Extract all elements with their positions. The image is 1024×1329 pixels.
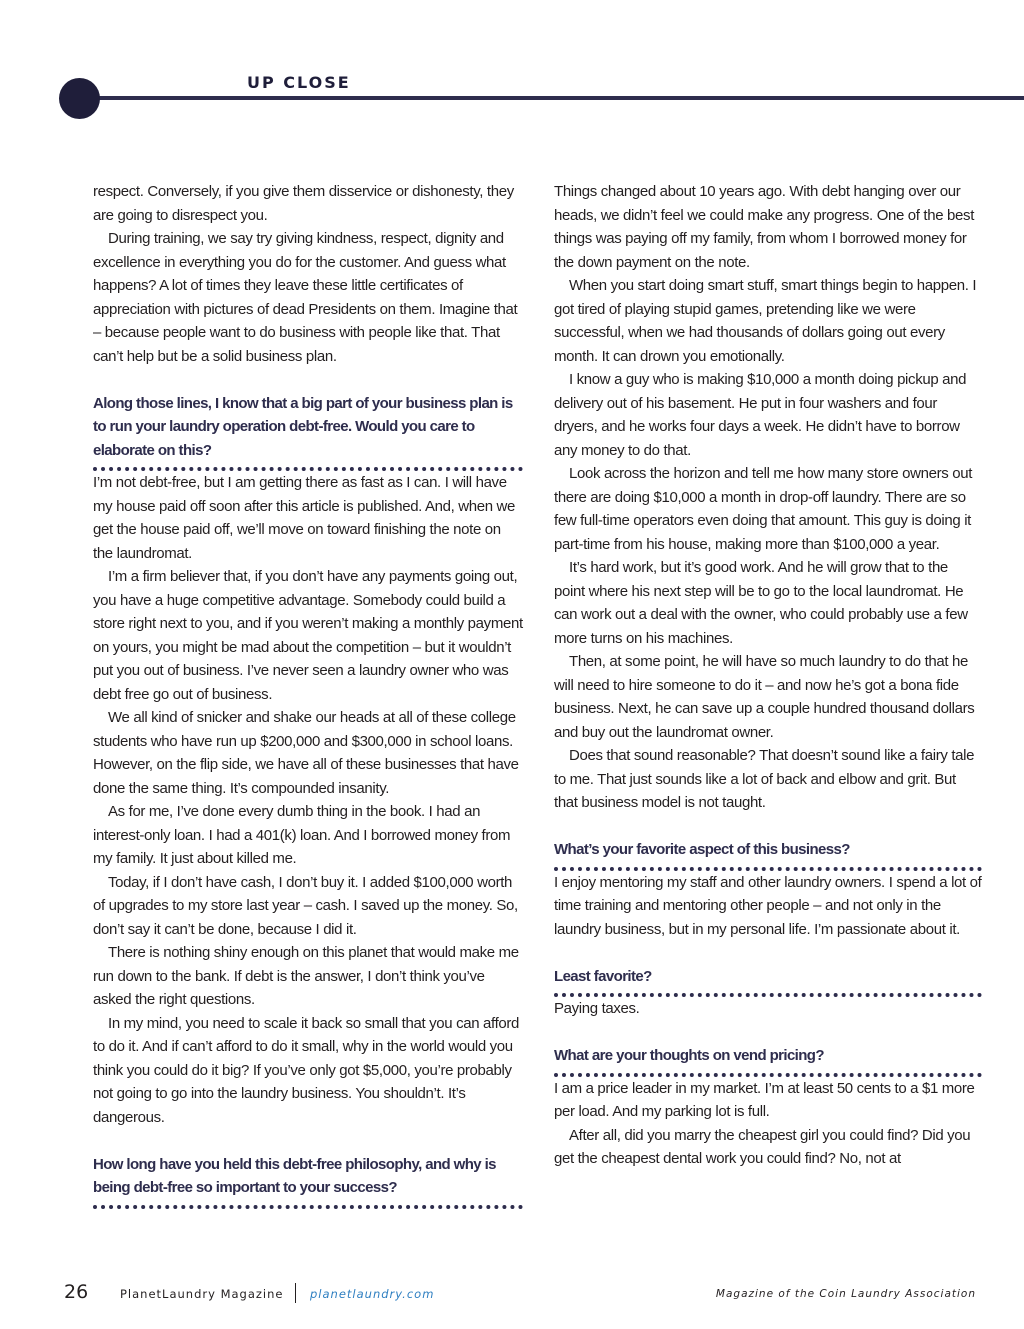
header-circle-ornament — [59, 78, 100, 119]
body-paragraph: There is nothing shiny enough on this planet that would make me run down to the bank. If debt is the answer, I don’t think you’ve asked the right questions. — [93, 944, 519, 1008]
left-column — [93, 180, 523, 1209]
body-paragraph: During training, we say try giving kindness, respect, dignity and excellence in everything you do for the customer. And guess what happens? A lot of times they leave these little certificates of appreciation with pictures of dead Presidents on them. Imagine that – because people want to do business with people like that. That can’t help but be a solid business plan. — [93, 230, 518, 365]
section-label: UP CLOSE — [247, 73, 351, 92]
interview-question: What are your thoughts on vend pricing? — [554, 1044, 982, 1077]
footer-divider — [295, 1283, 296, 1303]
page-footer — [0, 1281, 1024, 1311]
body-paragraph: Then, at some point, he will have so much laundry to do that he will need to hire someone to do it – and now he’s got a bona fide business. Next, he can save up a couple hundred thousand dollars and buy out the laundromat owner. — [554, 653, 975, 741]
interview-question: How long have you held this debt-free philosophy, and why is being debt-free so important to your success? — [93, 1153, 523, 1209]
interview-question: Least favorite? — [554, 965, 982, 998]
body-paragraph: I know a guy who is making $10,000 a month doing pickup and delivery out of his basement. He put in four washers and four dryers, and he works four days a week. He didn’t have to borrow any money to do that. — [554, 371, 967, 459]
body-paragraph: After all, did you marry the cheapest girl you could find? Did you get the cheapest dental work you could find? No, not at — [554, 1126, 971, 1167]
body-paragraph: In my mind, you need to scale it back so small that you can afford to do it. And if can’t afford to do it small, why in the world would you think you could do it big? If you’ve only got $5,000, you’re probably not going to go into the laundry business. You shouldn’t. It’s dangerous. — [93, 1014, 520, 1126]
body-paragraph: I’m not debt-free, but I am getting there as fast as I can. I will have my house paid off soon after this article is published. And, when we get the house paid off, we’ll move on toward finishing the note on the laundromat. — [93, 474, 516, 562]
body-paragraph: Does that sound reasonable? That doesn’t sound like a fairy tale to me. That just sounds like a lot of back and elbow and grit. But that business model is not taught. — [554, 747, 975, 811]
body-paragraph: I am a price leader in my market. I’m at least 50 cents to a $1 more per load. And my parking lot is full. — [554, 1079, 975, 1120]
body-paragraph: Paying taxes. — [554, 1000, 640, 1017]
header-rule — [80, 96, 1024, 100]
body-paragraph: Things changed about 10 years ago. With debt hanging over our heads, we didn’t feel we could make any progress. One of the best things was paying off my family, from whom I borrowed money for the down payment on the note. — [554, 183, 975, 271]
body-paragraph: Today, if I don’t have cash, I don’t buy it. I added $100,000 worth of upgrades to my store last year – cash. I saved up the money. So, don’t say it can’t be done, because I did it. — [93, 873, 518, 938]
right-column — [554, 180, 982, 1171]
body-paragraph: I enjoy mentoring my staff and other laundry owners. I spend a lot of time training and mentoring other people – and not only in the laundry business, but in my personal life. I’m passionate about it. — [554, 873, 982, 938]
page-number: 26 — [64, 1281, 89, 1303]
interview-question: What’s your favorite aspect of this business? — [554, 838, 982, 871]
body-paragraph: I’m a firm believer that, if you don’t have any payments going out, you have a huge competitive advantage. Somebody could build a store right next to you, and if you weren’t making a monthly payment on yours, you might be mad about the competition – but it wouldn’t put you out of business. I’ve never seen a laundry owner who was debt free go out of business. — [93, 568, 523, 703]
body-paragraph: When you start doing smart stuff, smart things begin to happen. I got tired of playing stupid games, pretending like we were successful, when we had thousands of dollars going out every month. It can drown you emotionally. — [554, 277, 977, 365]
website-link[interactable]: planetlaundry.com — [310, 1287, 435, 1301]
body-paragraph: It’s hard work, but it’s good work. And he will grow that to the point where his next step will be to go to the local laundromat. He can work out a deal with the owner, who could probably use a few more turns on his machines. — [554, 559, 968, 647]
body-paragraph: We all kind of snicker and shake our heads at all of these college students who have run up $200,000 and $300,000 in school loans. However, on the flip side, we have all of these businesses that have done the same thing. It’s compounded insanity. — [93, 709, 519, 797]
interview-question: Along those lines, I know that a big part of your business plan is to run your laundry operation debt-free. Would you care to elaborate on this? — [93, 392, 523, 472]
association-tagline: Magazine of the Coin Laundry Association — [715, 1288, 976, 1300]
body-paragraph: Look across the horizon and tell me how many store owners out there are doing $10,000 a month in drop-off laundry. There are so few full-time operators even doing that amount. This guy is doing it part-time from his house, making more than $100,000 a year. — [554, 465, 973, 553]
magazine-name: PlanetLaundry Magazine — [120, 1287, 284, 1301]
body-paragraph: As for me, I’ve done every dumb thing in the book. I had an interest-only loan. I had a 401(k) loan. And I borrowed money from my family. It just about killed me. — [93, 803, 511, 867]
body-paragraph: respect. Conversely, if you give them disservice or dishonesty, they are going to disrespect you. — [93, 183, 514, 224]
